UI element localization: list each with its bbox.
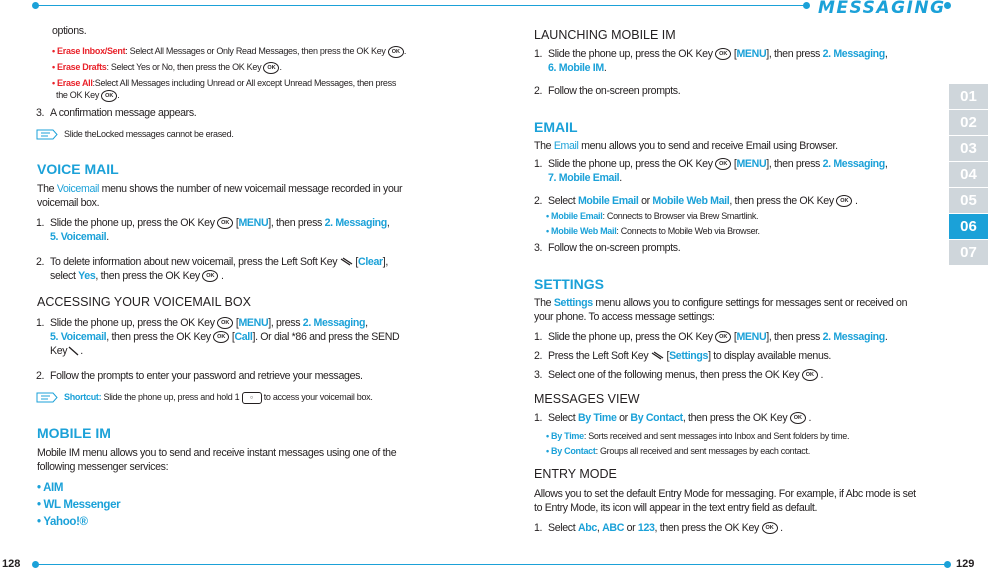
step-number: 2.: [36, 370, 45, 382]
step-text: .: [106, 231, 109, 243]
ok-key-icon: OK: [836, 195, 852, 207]
menu-term: MENU: [238, 317, 269, 329]
email-heading: EMAIL: [534, 119, 578, 135]
messages-view-heading: MESSAGES VIEW: [534, 392, 640, 406]
entry-mode-step-1: 1. Select Abc, ABC or 123, then press the OK Key OK .: [534, 522, 783, 534]
chapter-tab-02[interactable]: 02: [949, 110, 988, 135]
abc-term: Abc: [577, 522, 597, 534]
menu-term: MENU: [736, 331, 767, 343]
erase-inbox-label: • Erase Inbox/Sent: [52, 46, 126, 56]
by-contact-bullet: [546, 445, 810, 457]
ok-key-icon: OK: [263, 62, 279, 74]
step-text: ,: [365, 317, 368, 329]
step-text: Follow the on-screen prompts.: [548, 85, 681, 97]
list-item: • AIM: [37, 482, 64, 494]
bullet-text: : Sorts received and sent messages into Inbox and Sent folders by time.: [583, 431, 850, 441]
step-text: ], press: [268, 317, 303, 329]
mobile-email-term: 7. Mobile Email: [548, 172, 620, 184]
accessing-voicemail-step-2: [30, 369, 470, 383]
step-text: ,: [386, 217, 390, 229]
erase-drafts-item: • Erase Drafts: Select Yes or No, then press the OK Key OK .: [52, 62, 282, 72]
step-text: Follow the on-screen prompts.: [548, 242, 681, 254]
desc-text: Mobile IM menu allows you to send and receive instant messages using one of the: [37, 447, 397, 459]
by-time-term: By Time: [577, 412, 617, 424]
messaging-term: 2. Messaging: [302, 317, 366, 329]
step-text: ,: [884, 158, 888, 170]
step-text: ],: [382, 256, 388, 268]
ok-key-icon: OK: [790, 412, 806, 424]
step-number: 1.: [534, 158, 543, 170]
launching-im-step-1: 1. Slide the phone up, press the OK Key OK [MENU], then press 2. Messaging, 6. Mobile IM.: [534, 48, 888, 74]
email-step-1: 1. Slide the phone up, press the OK Key OK [MENU], then press 2. Messaging, 7. Mobile Email.: [534, 158, 888, 184]
section-title: MESSAGING: [818, 0, 946, 18]
voice-mail-description: [37, 182, 457, 210]
menu-term: MENU: [238, 217, 269, 229]
desc-text: to Entry Mode, its icon will appear in the text entry field as default.: [534, 502, 818, 514]
step-text: or: [638, 195, 653, 207]
ok-key-icon: OK: [802, 369, 818, 381]
erase-all-item: • Erase All:Select All Messages including Unread or All except Unread Messages, then press the OK Key OK .: [52, 78, 397, 100]
step-text: .: [619, 172, 622, 184]
step-text: , then press the OK Key: [654, 522, 759, 534]
settings-step-3: 3. Select one of the following menus, then press the OK Key OK .: [534, 369, 824, 381]
step-text: Slide the phone up, press the OK Key: [50, 317, 215, 329]
voice-mail-step-1: 1. Slide the phone up, press the OK Key OK [MENU], then press 2. Messaging, 5. Voicemail.: [36, 217, 390, 243]
ok-key-icon: OK: [213, 331, 229, 343]
messenger-services-list: [37, 480, 120, 531]
menu-term: MENU: [736, 48, 767, 60]
step-number: 1.: [534, 522, 543, 534]
bullet-label: • By Contact: [546, 446, 596, 456]
bottom-rule: [36, 564, 948, 565]
step-text: Key: [50, 345, 68, 357]
step-number: 3.: [36, 107, 45, 119]
step-number: 1.: [36, 317, 45, 329]
email-step-3: [528, 241, 680, 255]
desc-text: following messenger services:: [37, 461, 169, 473]
left-soft-key-icon: [340, 257, 353, 267]
step-text: or: [616, 412, 631, 424]
accessing-voicemail-heading: ACCESSING YOUR VOICEMAIL BOX: [37, 295, 251, 309]
step-text: .: [603, 62, 607, 74]
step-text: ]. Or dial *86 and press the SEND: [252, 331, 400, 343]
options-continued: options.: [52, 25, 87, 37]
step-text: ], then press: [268, 217, 325, 229]
step-text: , then press the OK Key: [106, 331, 211, 343]
chapter-tab-06-active[interactable]: 06: [949, 214, 988, 239]
mobile-email-term: Mobile Email: [577, 195, 639, 207]
by-contact-term: By Contact: [630, 412, 683, 424]
step-text: Follow the prompts to enter your password and retrieve your messages.: [50, 370, 363, 382]
email-step-2: 2. Select Mobile Email or Mobile Web Mail, then press the OK Key OK .: [534, 195, 858, 207]
step-text: Slide the phone up, press the OK Key: [50, 217, 215, 229]
send-key-icon: [67, 346, 80, 356]
desc-text: your phone. To access message settings:: [534, 311, 715, 323]
step-text: To delete information about new voicemail, press the Left Soft Key: [50, 256, 338, 268]
chapter-tab-01[interactable]: 01: [949, 84, 988, 109]
step-number: 1.: [534, 331, 543, 343]
messaging-term: 2. Messaging: [324, 217, 387, 229]
bullet-text: : Connects to Mobile Web via Browser.: [616, 226, 760, 236]
settings-step-2: 2. Press the Left Soft Key [Settings] to display available menus.: [534, 350, 832, 362]
chapter-tab-07[interactable]: 07: [949, 240, 988, 265]
top-rule-left: [36, 5, 804, 6]
bullet-label: • Mobile Email: [546, 211, 603, 221]
bullet-text: : Groups all received and sent messages by each contact.: [595, 446, 810, 456]
abc-upper-term: ABC: [602, 522, 624, 534]
mobile-im-description: [37, 446, 457, 474]
desc-text: Allows you to set the default Entry Mode for messaging. For example, if Abc mode is set: [534, 488, 916, 500]
page-number-left: 128: [2, 558, 21, 570]
settings-heading: SETTINGS: [534, 276, 605, 292]
messaging-term: 2. Messaging: [822, 158, 885, 170]
ok-key-icon: OK: [217, 217, 233, 229]
messaging-term: 2. Messaging: [822, 48, 885, 60]
voicemail-key-icon: ○: [242, 392, 262, 404]
step-number: 1.: [534, 48, 543, 60]
shortcut-label: Shortcut:: [64, 392, 102, 402]
ok-key-icon: OK: [762, 522, 778, 534]
step-number: 2.: [36, 256, 45, 268]
step-text: .: [884, 331, 888, 343]
note-locked: [36, 128, 234, 140]
email-term: Email: [553, 140, 579, 152]
ok-key-icon: OK: [715, 158, 731, 170]
step-number: 3.: [534, 242, 543, 254]
shortcut-note: [36, 391, 373, 404]
step-text: ], then press: [766, 48, 823, 60]
voice-mail-heading: VOICE MAIL: [37, 161, 119, 177]
page-number-right: 129: [956, 558, 975, 570]
erase-inbox-text: : Select All Messages or Only Read Messages, then press the OK Key: [125, 46, 386, 56]
entry-mode-description: [534, 487, 944, 515]
step-number: 1.: [534, 412, 543, 424]
step-text: Select: [548, 195, 578, 207]
email-description: [534, 139, 838, 153]
settings-term: Settings: [669, 350, 709, 362]
voicemail-menu-term: 5. Voicemail: [50, 231, 107, 243]
note-icon: [36, 392, 58, 403]
settings-description: [534, 296, 944, 324]
step-3: [30, 106, 196, 120]
voice-mail-step-2: 2. To delete information about new voicemail, press the Left Soft Key [Clear], select Yes, then press the OK Key OK .: [36, 256, 388, 282]
step-text: Select: [548, 522, 578, 534]
desc-text: voicemail box.: [37, 197, 100, 209]
chapter-tab-05[interactable]: 05: [949, 188, 988, 213]
by-time-bullet: [546, 430, 849, 442]
numeric-term: 123: [637, 522, 655, 534]
step-text: ], then press: [766, 158, 823, 170]
step-text: Slide the phone up, press the OK Key: [548, 158, 713, 170]
step-number: 2.: [534, 350, 543, 362]
voicemail-term: Voicemail: [56, 183, 100, 195]
launching-mobile-im-heading: LAUNCHING MOBILE IM: [534, 28, 676, 42]
step-text: Select one of the following menus, then press the OK Key: [548, 369, 800, 381]
erase-all-label: • Erase All: [52, 78, 93, 88]
shortcut-text: Slide the phone up, press and hold 1: [101, 392, 240, 402]
erase-all-text: :Select All Messages including Unread or All except Unread Messages, then press: [92, 78, 397, 88]
list-item: • Yahoo!®: [37, 516, 88, 528]
ok-key-icon: OK: [715, 48, 731, 60]
left-soft-key-icon: [651, 351, 664, 361]
step-text: or: [624, 522, 638, 534]
settings-step-1: 1. Slide the phone up, press the OK Key OK [MENU], then press 2. Messaging.: [534, 331, 888, 343]
erase-inbox-item: • Erase Inbox/Sent: Select All Messages or Only Read Messages, then press the OK Key OK .: [52, 46, 407, 56]
step-number: 2.: [534, 195, 543, 207]
accessing-voicemail-step-1: 1. Slide the phone up, press the OK Key OK [MENU], press 2. Messaging, 5. Voicemail, then press the OK Key OK [Call]. Or dial *86 and press the SEND Key .: [36, 317, 400, 357]
bottom-rule-dot-left: [32, 561, 39, 568]
entry-mode-heading: ENTRY MODE: [534, 467, 617, 481]
erase-drafts-label: • Erase Drafts: [52, 62, 107, 72]
ok-key-icon: OK: [388, 46, 404, 58]
ok-key-icon: OK: [217, 317, 233, 329]
note-icon: [36, 129, 58, 140]
mobile-web-mail-term: Mobile Web Mail: [652, 195, 730, 207]
step-number: 3.: [534, 369, 543, 381]
ok-key-icon: OK: [715, 331, 731, 343]
top-rule-dot-right: [803, 2, 810, 9]
step-text: Slide the phone up, press the OK Key: [548, 331, 713, 343]
mobile-web-mail-bullet: [546, 225, 760, 237]
chapter-tab-04[interactable]: 04: [949, 162, 988, 187]
bullet-label: • Mobile Web Mail: [546, 226, 617, 236]
yes-term: Yes: [78, 270, 96, 282]
ok-key-icon: OK: [202, 270, 218, 282]
step-text: ,: [884, 48, 888, 60]
bottom-rule-dot-right: [944, 561, 951, 568]
step-text: , then press the OK Key: [682, 412, 788, 424]
messages-view-step-1: 1. Select By Time or By Contact, then press the OK Key OK .: [534, 412, 812, 424]
step-text: ], then press: [766, 331, 823, 343]
step-text: select: [50, 270, 79, 282]
desc-text: menu allows you to configure settings for messages sent or received on: [592, 297, 908, 309]
desc-text: The: [37, 183, 57, 195]
clear-term: Clear: [358, 256, 383, 268]
shortcut-text: to access your voicemail box.: [261, 392, 373, 402]
menu-term: MENU: [736, 158, 767, 170]
step-text: Select: [548, 412, 578, 424]
bullet-text: : Connects to Browser via Brew Smartlink.: [602, 211, 759, 221]
settings-term: Settings: [553, 297, 593, 309]
step-text: ,: [596, 522, 603, 534]
note-text: Slide theLocked messages cannot be erased.: [64, 129, 234, 139]
messaging-term: 2. Messaging: [822, 331, 885, 343]
launching-im-step-2: [528, 84, 680, 98]
erase-all-text-2: the OK Key: [56, 90, 100, 100]
step-number: 2.: [534, 85, 543, 97]
erase-drafts-text: : Select Yes or No, then press the OK Key: [106, 62, 262, 72]
mobile-email-bullet: [546, 210, 758, 222]
step-text: , then press the OK Key: [95, 270, 200, 282]
bullet-label: • By Time: [546, 431, 584, 441]
mobile-im-term: 6. Mobile IM: [548, 62, 604, 74]
chapter-tab-03[interactable]: 03: [949, 136, 988, 161]
step-text: ] to display available menus.: [708, 350, 832, 362]
step-text: A confirmation message appears.: [50, 107, 197, 119]
mobile-im-heading: MOBILE IM: [37, 425, 111, 441]
list-item: • WL Messenger: [37, 499, 121, 511]
step-text: Slide the phone up, press the OK Key: [548, 48, 713, 60]
desc-text: menu allows you to send and receive Email using Browser.: [578, 140, 838, 152]
desc-text: The: [534, 140, 554, 152]
step-text: Press the Left Soft Key: [548, 350, 649, 362]
desc-text: menu shows the number of new voicemail message recorded in your: [99, 183, 403, 195]
step-number: 1.: [36, 217, 45, 229]
call-term: Call: [234, 331, 253, 343]
voicemail-menu-term: 5. Voicemail: [50, 331, 107, 343]
desc-text: The: [534, 297, 554, 309]
step-text: , then press the OK Key: [729, 195, 834, 207]
ok-key-icon: OK: [101, 90, 117, 102]
